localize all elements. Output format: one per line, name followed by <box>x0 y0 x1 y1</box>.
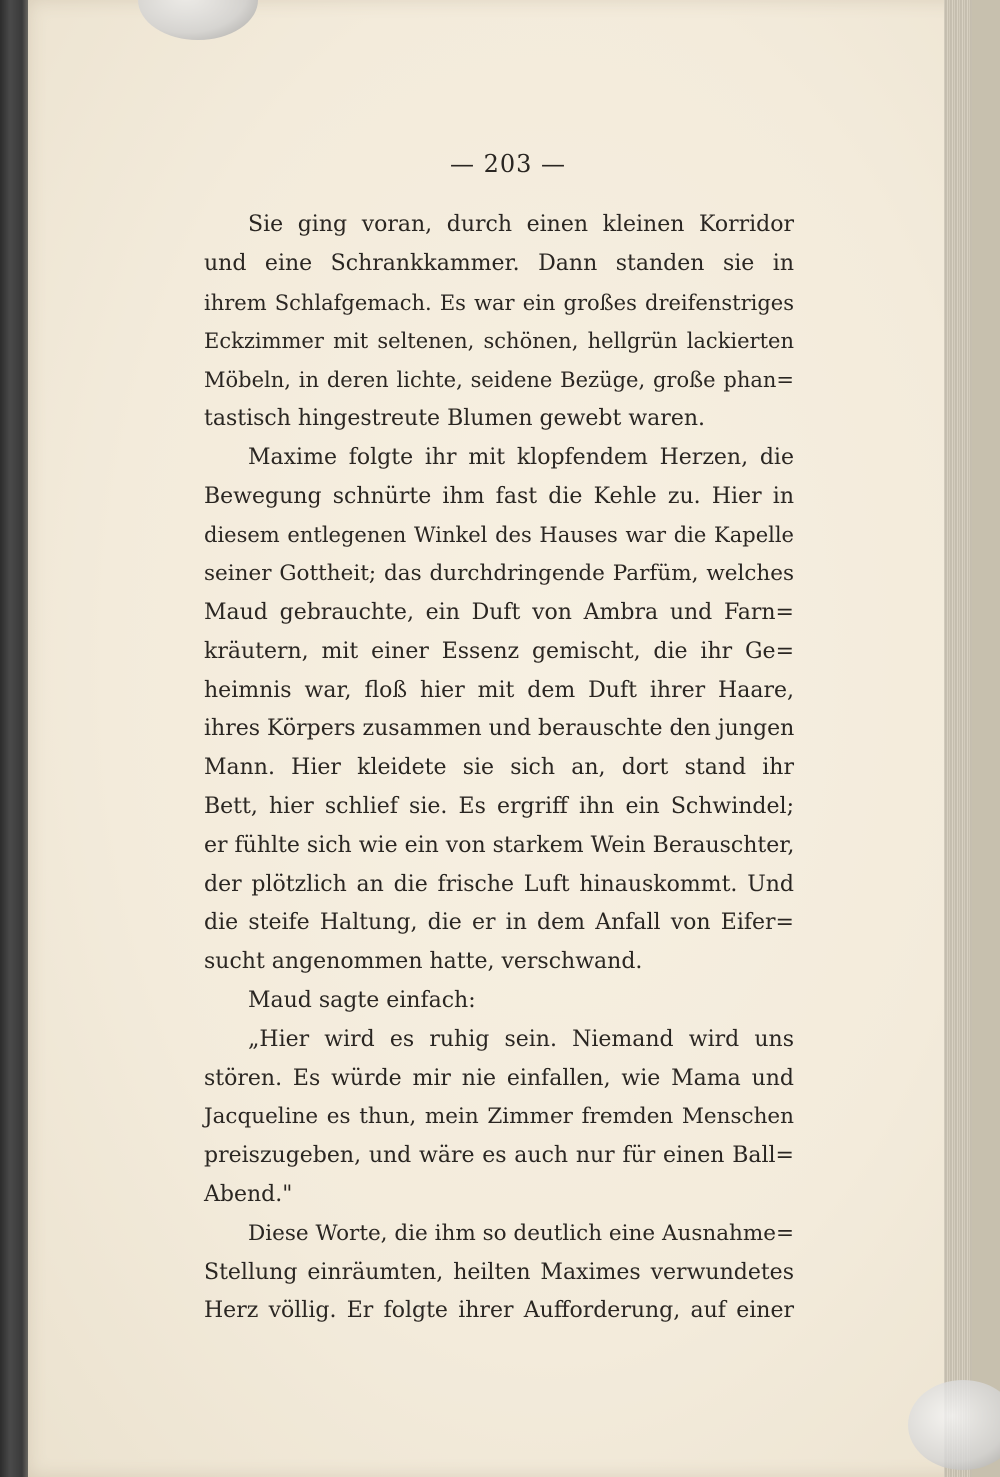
text-line: Herz völlig. Er folgte ihrer Aufforderung, auf einer <box>204 1298 794 1324</box>
text-line: „Hier wird es ruhig sein. Niemand wird uns <box>248 1026 794 1052</box>
text-line: Jacqueline es thun, mein Zimmer fremden Menschen <box>204 1104 794 1130</box>
text-line: ihrem Schlafgemach. Es war ein großes dreifenstriges <box>204 290 794 315</box>
page-number: — 203 — <box>449 150 567 178</box>
text-line: stören. Es würde mir nie einfallen, wie Mama und <box>204 1065 794 1091</box>
text-line: Eckzimmer mit seltenen, schönen, hellgrün lackierten <box>204 329 794 354</box>
text-line: kräutern, mit einer Essenz gemischt, die ihr Ge= <box>204 638 794 664</box>
text-line: heimnis war, floß hier mit dem Duft ihrer Haare, <box>204 677 794 703</box>
text-line: sucht angenommen hatte, verschwand. <box>204 949 643 975</box>
text-line: Stellung einräumten, heilten Maximes verwundetes <box>204 1259 794 1285</box>
text-line: Bett, hier schlief sie. Es ergriff ihn ein Schwindel; <box>204 793 794 819</box>
paper-sheet <box>28 0 972 1477</box>
body-text <box>204 206 794 1331</box>
text-line: die steife Haltung, die er in dem Anfall von Eifer= <box>204 910 794 936</box>
text-line: seiner Gottheit; das durchdringende Parfüm, welches <box>204 561 794 587</box>
text-line: Möbeln, in deren lichte, seidene Bezüge, große phan= <box>204 368 794 393</box>
text-line: Maud sagte einfach: <box>248 987 476 1013</box>
text-line: Sie ging voran, durch einen kleinen Korridor <box>248 212 794 237</box>
text-line: Bewegung schnürte ihm fast die Kehle zu. Hier in <box>204 483 794 509</box>
photo-corner-top <box>138 0 258 40</box>
text-line: diesem entlegenen Winkel des Hauses war die Kapelle <box>204 523 794 548</box>
text-line: preiszugeben, und wäre es auch nur für einen Ball= <box>204 1143 794 1169</box>
text-line: Mann. Hier kleidete sie sich an, dort stand ihr <box>204 755 794 781</box>
text-line: und eine Schrankkammer. Dann standen sie in <box>204 250 794 276</box>
photo-corner-bottom <box>908 1380 1000 1470</box>
text-line: Maxime folgte ihr mit klopfendem Herzen, die <box>248 444 794 470</box>
text-line: tastisch hingestreute Blumen gewebt waren. <box>204 405 705 431</box>
text-line: Maud gebrauchte, ein Duft von Ambra und Farn= <box>204 599 794 625</box>
text-line: Abend." <box>204 1181 293 1207</box>
text-line: der plötzlich an die frische Luft hinauskommt. Und <box>204 871 794 897</box>
text-line: Diese Worte, die ihm so deutlich eine Ausnahme= <box>248 1220 794 1246</box>
page-stack-edge <box>944 0 972 1477</box>
text-line: er fühlte sich wie ein von starkem Wein Berauschter, <box>204 832 795 858</box>
text-line: ihres Körpers zusammen und berauschte den jungen <box>204 716 795 742</box>
